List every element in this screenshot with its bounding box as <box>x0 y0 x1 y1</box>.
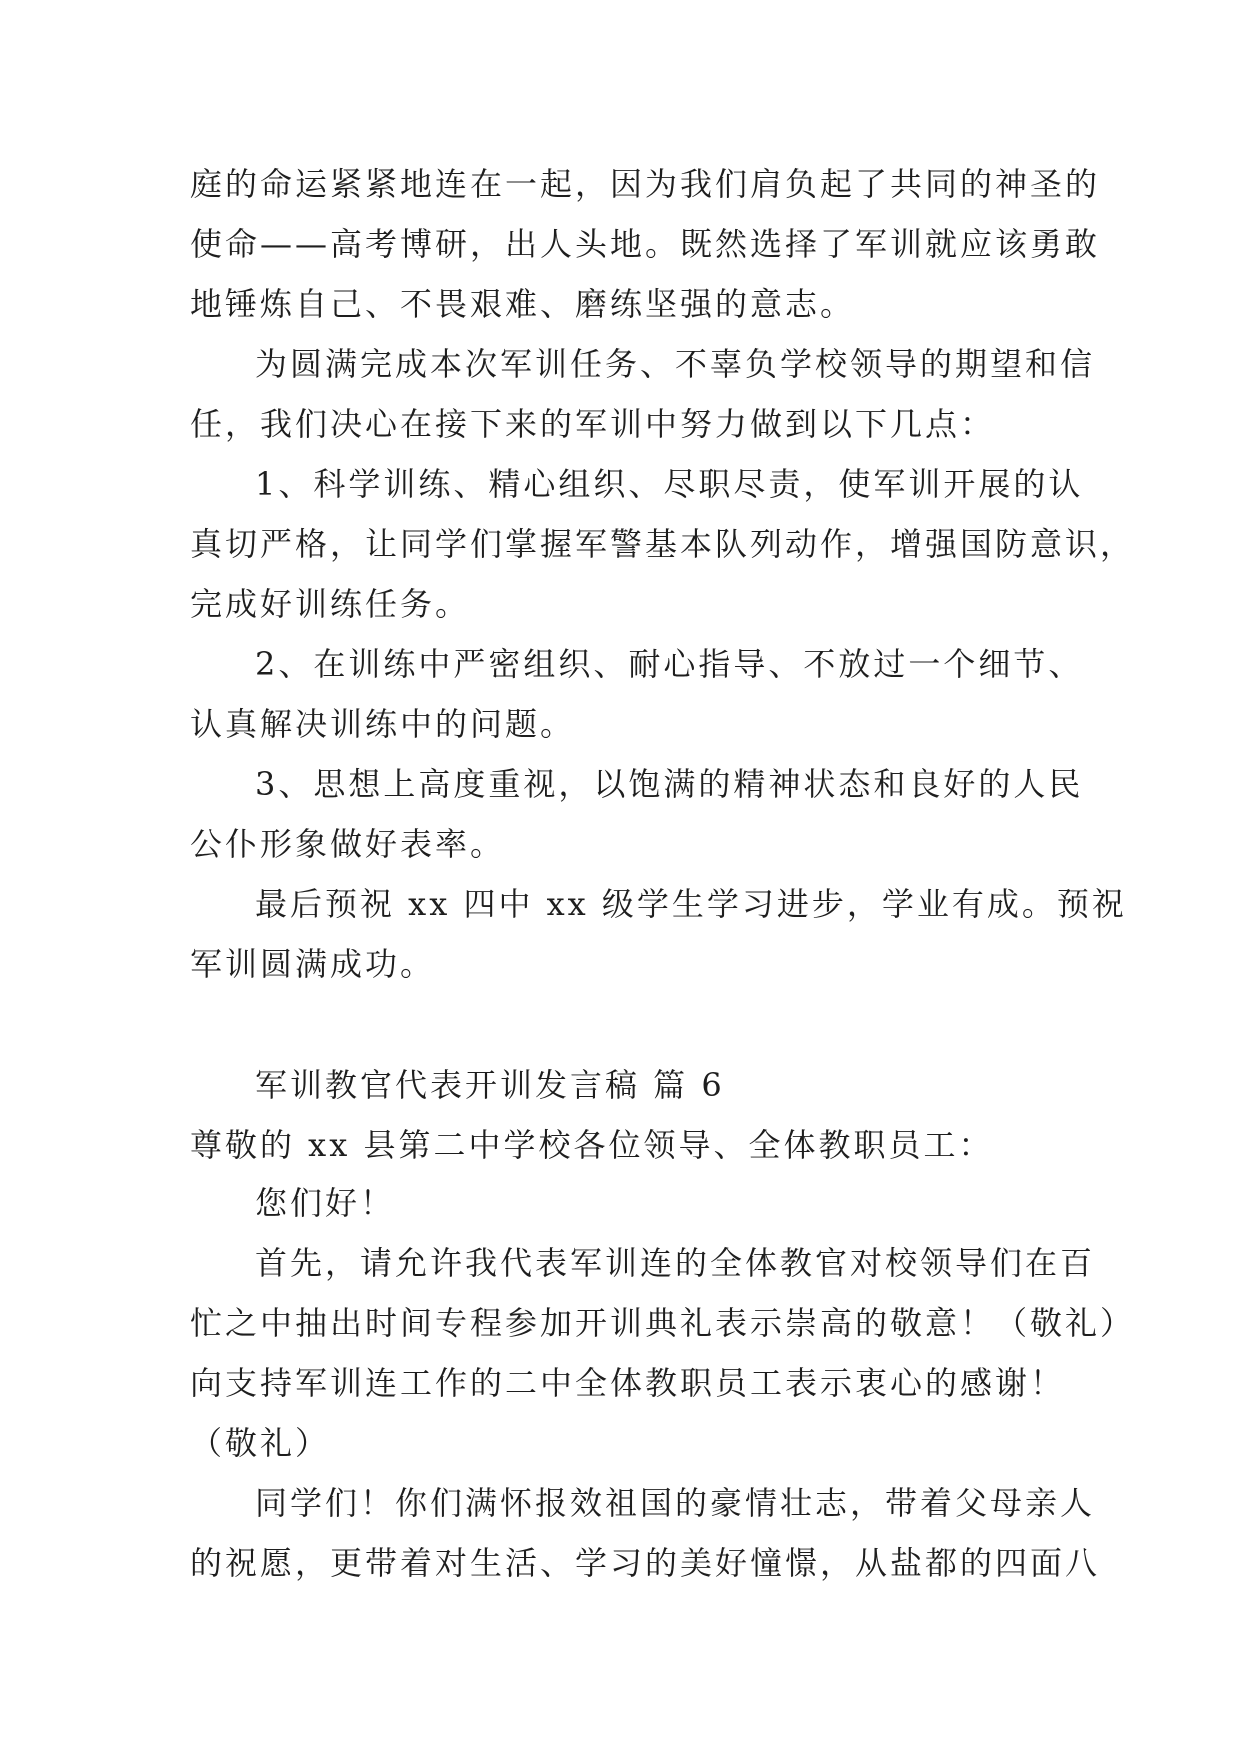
paragraph-line: 同学们！你们满怀报效祖国的豪情壮志，带着父母亲人 <box>255 1484 1096 1522</box>
list-item-line: 2、在训练中严密组织、耐心指导、不放过一个细节、 <box>255 645 1084 683</box>
paragraph-line: 向支持军训连工作的二中全体教职员工表示衷心的感谢！ <box>190 1364 1066 1402</box>
paragraph-line: 首先，请允许我代表军训连的全体教官对校领导们在百 <box>255 1244 1096 1282</box>
paragraph-line: 的祝愿，更带着对生活、学习的美好憧憬，从盐都的四面八 <box>190 1544 1101 1582</box>
list-item-line: 认真解决训练中的问题。 <box>190 705 576 743</box>
paragraph-line: 为圆满完成本次军训任务、不辜负学校领导的期望和信 <box>255 345 1096 383</box>
paragraph-line: 任，我们决心在接下来的军训中努力做到以下几点： <box>190 405 996 443</box>
list-item-line: 真切严格，让同学们掌握军警基本队列动作，增强国防意识， <box>190 525 1136 563</box>
paragraph-line: 忙之中抽出时间专程参加开训典礼表示崇高的敬意！（敬礼） <box>190 1304 1136 1342</box>
paragraph-line: 地锤炼自己、不畏艰难、磨练坚强的意志。 <box>190 285 856 323</box>
paragraph-line: 使命——高考博研，出人头地。既然选择了军训就应该勇敢 <box>190 225 1101 263</box>
list-item-line: 公仆形象做好表率。 <box>190 825 506 863</box>
paragraph-line: 庭的命运紧紧地连在一起，因为我们肩负起了共同的神圣的 <box>190 165 1101 203</box>
section-title: 军训教官代表开训发言稿 篇 6 <box>255 1066 725 1104</box>
paragraph-line: 最后预祝 xx 四中 xx 级学生学习进步，学业有成。预祝 <box>255 885 1127 923</box>
list-item-line: 完成好训练任务。 <box>190 585 471 623</box>
list-item-line: 3、思想上高度重视，以饱满的精神状态和良好的人民 <box>255 765 1084 803</box>
paragraph-line: 军训圆满成功。 <box>190 945 436 983</box>
list-item-line: 1、科学训练、精心组织、尽职尽责，使军训开展的认 <box>255 465 1084 503</box>
salutation: 尊敬的 xx 县第二中学校各位领导、全体教职员工： <box>190 1126 994 1164</box>
greeting: 您们好！ <box>255 1184 396 1222</box>
paragraph-line: （敬礼） <box>190 1424 331 1462</box>
